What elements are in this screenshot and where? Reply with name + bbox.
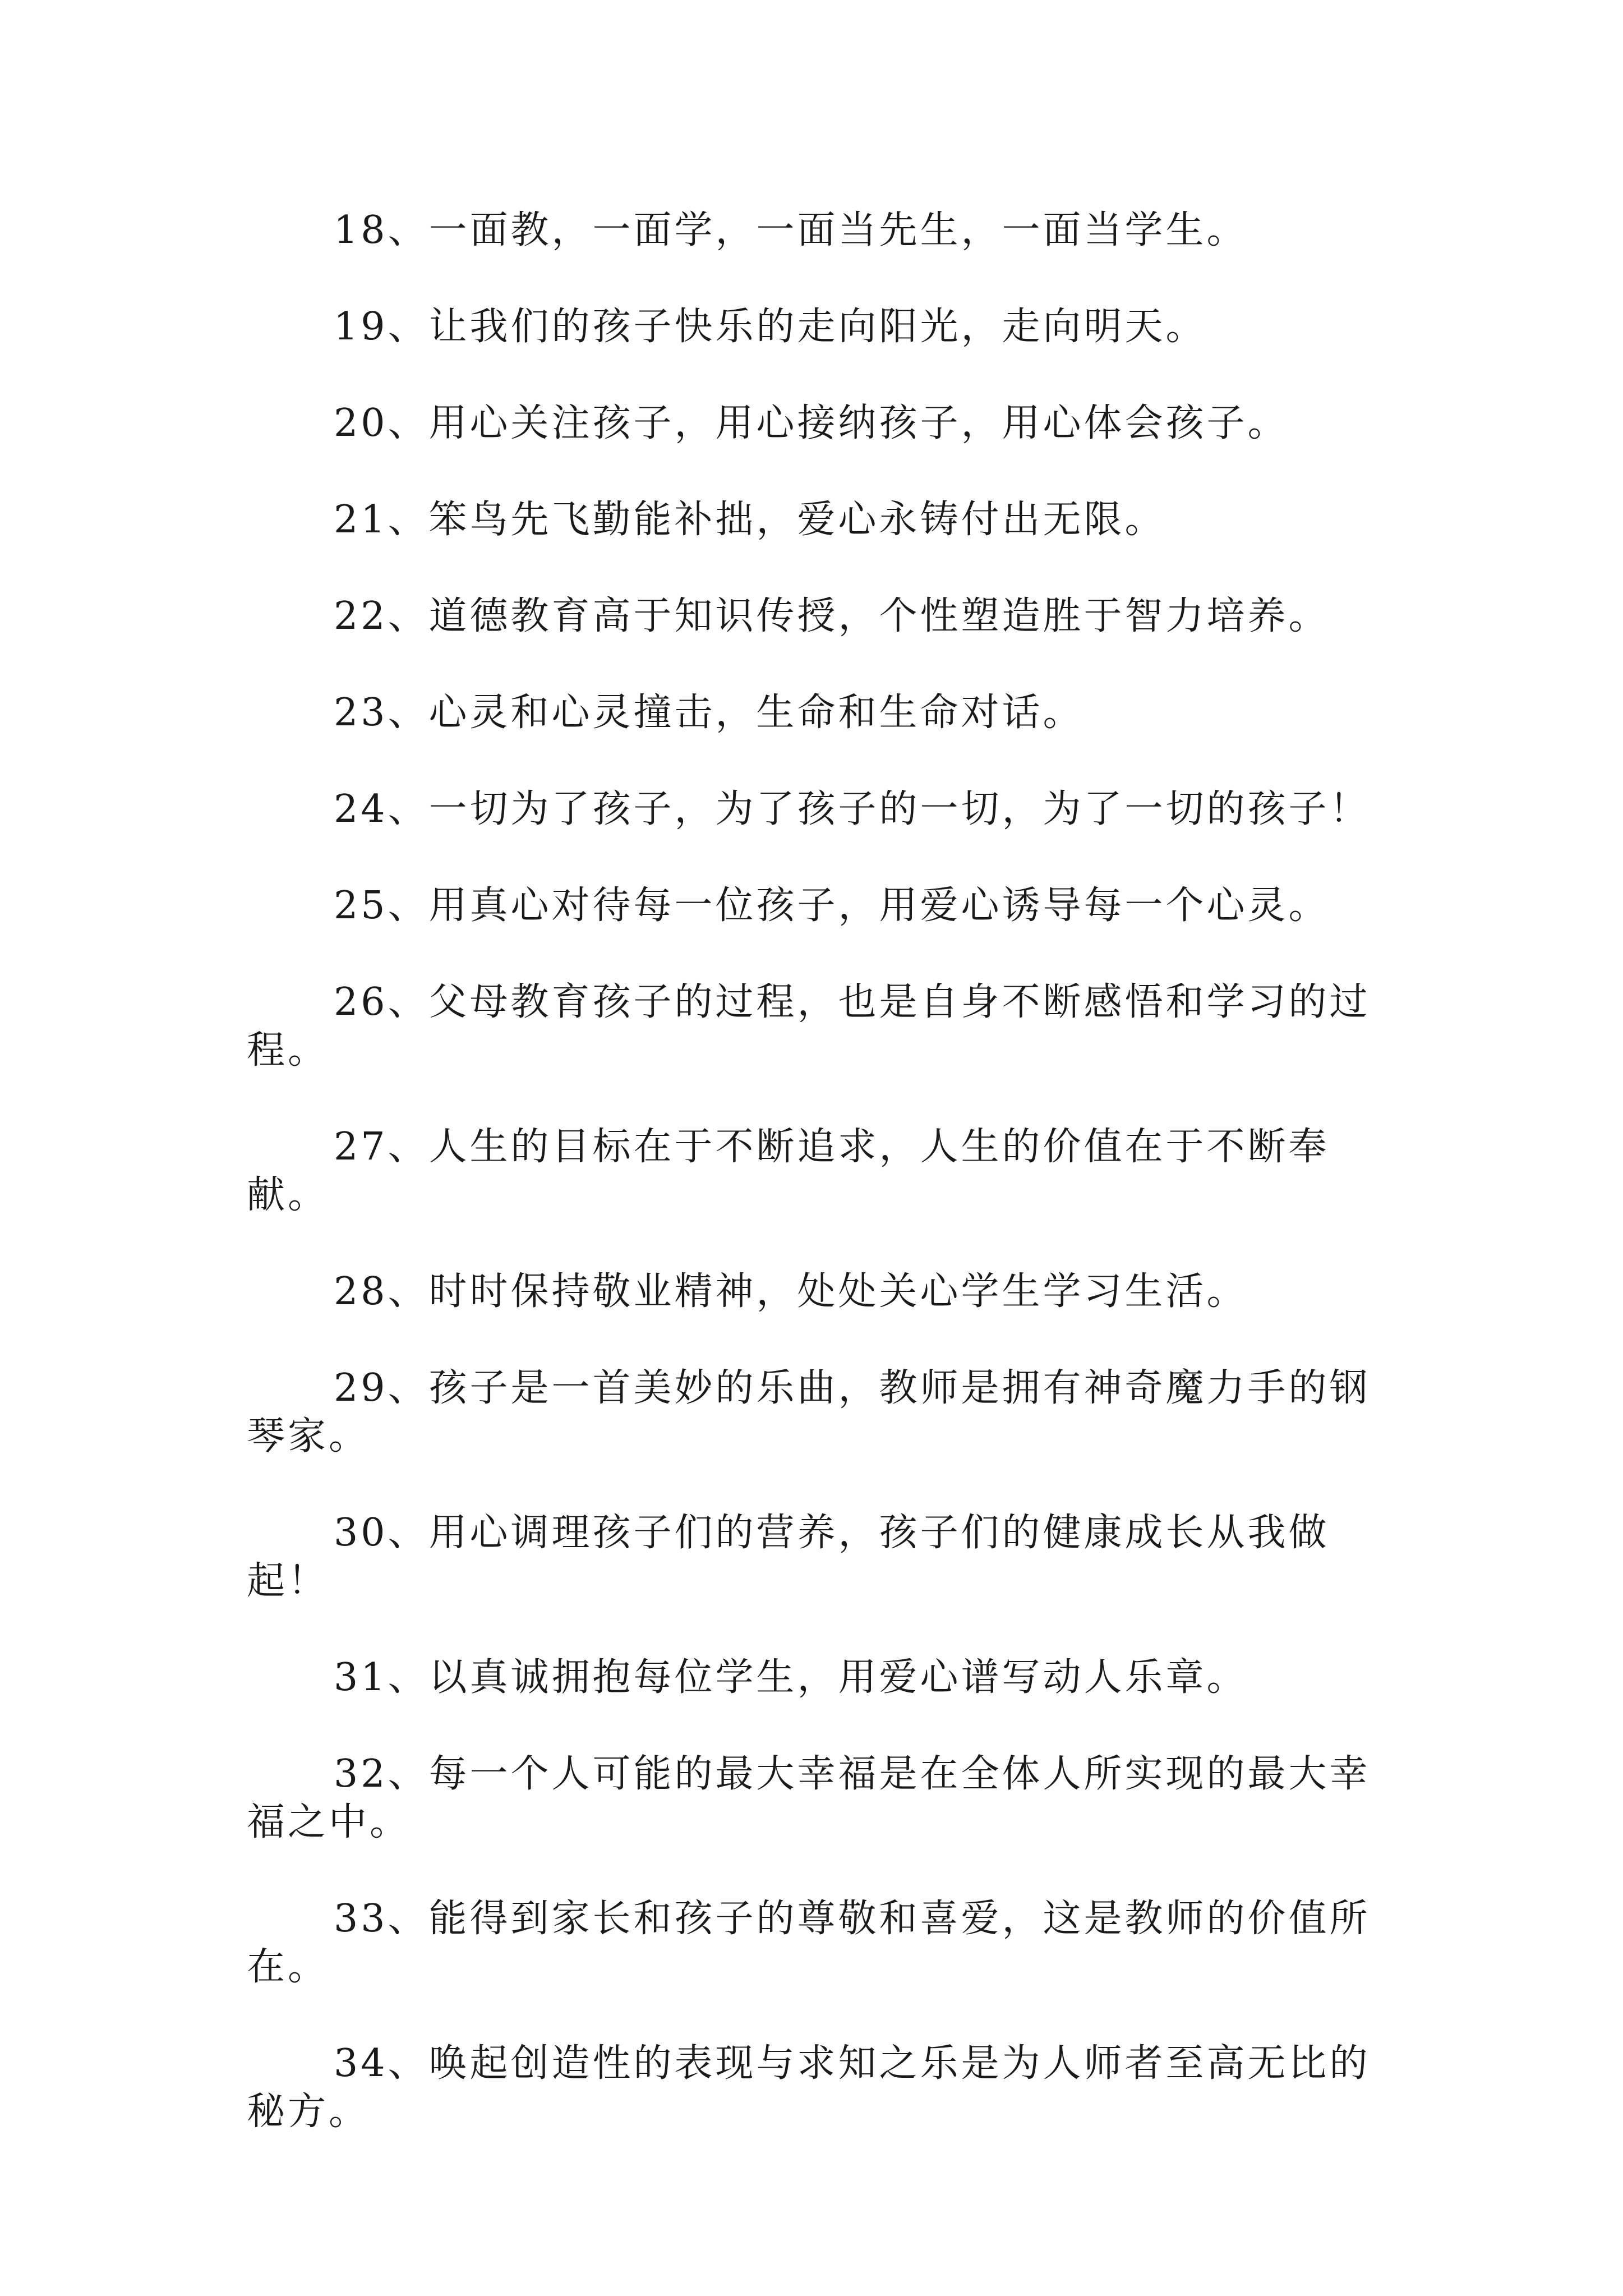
paragraph-18: 18、一面教，一面学，一面当先生，一面当学生。 — [334, 208, 1248, 252]
paragraph-32: 32、每一个人可能的最大幸福是在全体人所实现的最大幸福之中。 — [247, 1752, 1371, 1844]
paragraph-25: 25、用真心对待每一位孩子，用爱心诱导每一个心灵。 — [334, 884, 1330, 928]
paragraph-34: 34、唤起创造性的表现与求知之乐是为人师者至高无比的秘方。 — [247, 2041, 1371, 2134]
paragraph-22: 22、道德教育高于知识传授，个性塑造胜于智力培养。 — [334, 594, 1330, 638]
paragraph-30: 30、用心调理孩子们的营养，孩子们的健康成长从我做起！ — [247, 1511, 1330, 1603]
paragraph-19: 19、让我们的孩子快乐的走向阳光，走向明天。 — [334, 305, 1207, 349]
paragraph-20: 20、用心关注孩子，用心接纳孩子，用心体会孩子。 — [334, 401, 1289, 445]
paragraph-23: 23、心灵和心灵撞击，生命和生命对话。 — [334, 691, 1084, 735]
document-body — [247, 206, 1391, 2184]
paragraph-33: 33、能得到家长和孩子的尊敬和喜爱，这是教师的价值所在。 — [247, 1897, 1371, 1989]
paragraph-21: 21、笨鸟先飞勤能补拙，爱心永铸付出无限。 — [334, 498, 1166, 542]
paragraph-24: 24、一切为了孩子，为了孩子的一切，为了一切的孩子！ — [334, 787, 1371, 831]
paragraph-31: 31、以真诚拥抱每位学生，用爱心谱写动人乐章。 — [334, 1655, 1248, 1700]
paragraph-28: 28、时时保持敬业精神，处处关心学生学习生活。 — [334, 1269, 1248, 1314]
paragraph-26: 26、父母教育孩子的过程，也是自身不断感悟和学习的过程。 — [247, 980, 1371, 1073]
paragraph-27: 27、人生的目标在于不断追求，人生的价值在于不断奉献。 — [247, 1125, 1330, 1217]
paragraph-29: 29、孩子是一首美妙的乐曲，教师是拥有神奇魔力手的钢琴家。 — [247, 1366, 1371, 1458]
